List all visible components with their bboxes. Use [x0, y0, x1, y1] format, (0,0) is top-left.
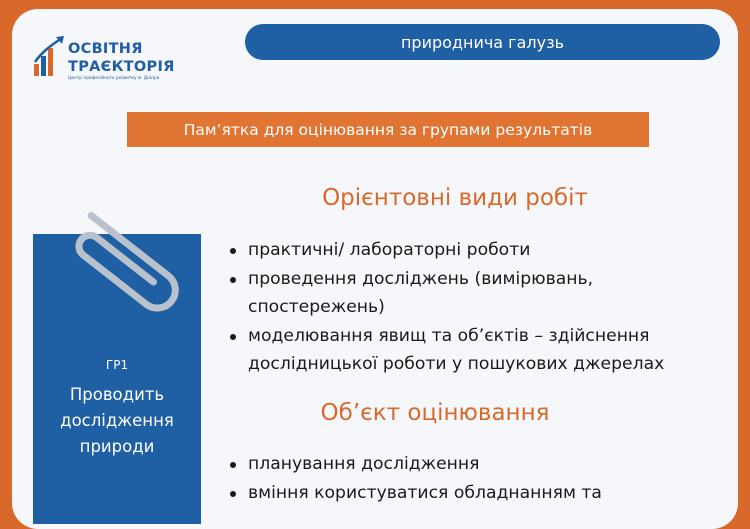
group-title: Проводить дослідження природи — [60, 385, 174, 456]
field-label: природнича галузь — [245, 24, 720, 60]
group-code: ГР1 — [105, 358, 129, 372]
list-item: планування дослідження — [226, 450, 726, 479]
memo-banner: Пам’ятка для оцінювання за групами результатів — [127, 112, 649, 147]
logo-line2: ТРАЄКТОРІЯ — [68, 59, 175, 75]
assessment-object-list — [226, 450, 726, 507]
paperclip-icon — [60, 205, 210, 325]
work-types-heading: Орієнтовні види робіт — [322, 185, 588, 211]
list-item: моделювання явищ та об’єктів – здійснення дослідницької роботи у пошукових джерелах — [226, 322, 726, 379]
logo-line1: ОСВІТНЯ — [68, 41, 143, 57]
list-item: вміння користуватися обладнанням та — [226, 479, 726, 508]
assessment-object-heading: Об’єкт оцінювання — [320, 400, 550, 426]
logo — [32, 32, 175, 82]
logo-arrow-icon — [32, 34, 68, 80]
list-item: проведення досліджень (вимірювань, спостережень) — [226, 265, 726, 322]
list-item: практичні/ лабораторні роботи — [226, 236, 726, 265]
logo-subtitle: Центр професійного розвитку м. Дніпра — [68, 76, 160, 81]
work-types-list — [226, 236, 726, 379]
